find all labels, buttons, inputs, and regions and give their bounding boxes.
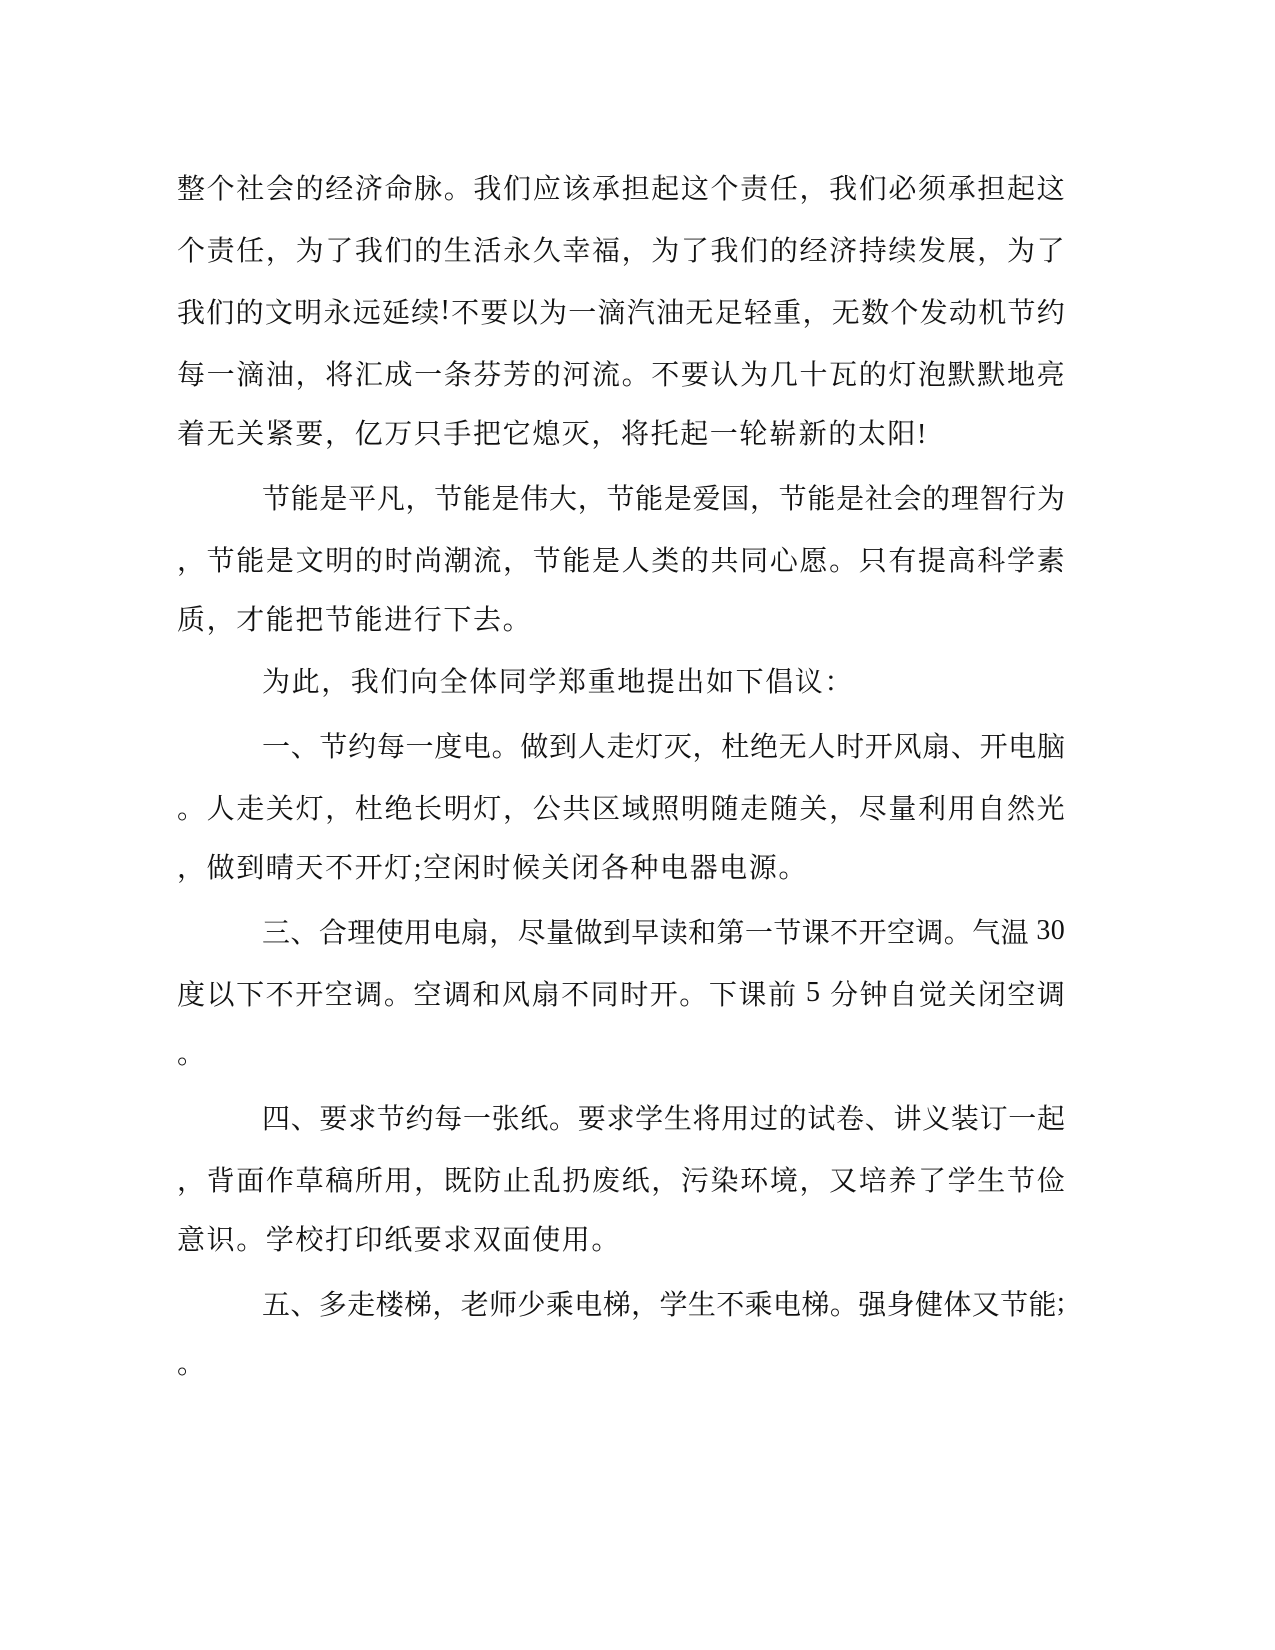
text-line: 一 、 节 约 每 一 度 电 。 做 到 人 走 灯 灭 ， 杜 绝 无 人 时 开 风 扇 、 开 电 脑: [262, 732, 1065, 763]
text-line: ，做到晴天不开灯;空闲时候关闭各种电器电源。: [177, 853, 808, 884]
text-line: 度 以 下 不 开 空 调 。 空 调 和 风 扇 不 同 时 开 。 下 课 前 5 分 钟 自 觉 关 闭 空 调: [177, 977, 1065, 1011]
text-line: 意识。学校打印纸要求双面使用。: [177, 1225, 622, 1256]
text-line: 。: [177, 1039, 207, 1070]
paragraph: [177, 714, 1065, 900]
text-line: 节 能 是 平 凡 ， 节 能 是 伟 大 ， 节 能 是 爱 国 ， 节 能 是 社 会 的 理 智 行 为: [262, 484, 1065, 515]
text-line: 我 们 的 文 明 永 远 延 续 ! 不 要 以 为 一 滴 汽 油 无 足 轻 重 ， 无 数 个 发 动 机 节 约: [177, 295, 1065, 329]
text-line: ， 节 能 是 文 明 的 时 尚 潮 流 ， 节 能 是 人 类 的 共 同 心 愿 。 只 有 提 高 科 学 素: [177, 546, 1065, 577]
text-line: 个 责 任 ， 为 了 我 们 的 生 活 永 久 幸 福 ， 为 了 我 们 的 经 济 持 续 发 展 ， 为 了: [177, 236, 1065, 267]
text-line: 为此，我们向全体同学郑重地提出如下倡议：: [262, 667, 855, 698]
document-body: [177, 156, 1065, 1396]
text-line: 整 个 社 会 的 经 济 命 脉 。 我 们 应 该 承 担 起 这 个 责 任 ， 我 们 必 须 承 担 起 这: [177, 174, 1065, 205]
paragraph: [177, 1086, 1065, 1272]
text-line: 每 一 滴 油 ， 将 汇 成 一 条 芬 芳 的 河 流 。 不 要 认 为 几 十 瓦 的 灯 泡 默 默 地 亮: [177, 360, 1065, 391]
text-line: 着无关紧要，亿万只手把它熄灭，将托起一轮崭新的太阳!: [177, 419, 928, 450]
text-line: ， 背 面 作 草 稿 所 用 ， 既 防 止 乱 扔 废 纸 ， 污 染 环 境 ， 又 培 养 了 学 生 节 俭: [177, 1166, 1065, 1197]
text-line: 五 、 多 走 楼 梯 ， 老 师 少 乘 电 梯 ， 学 生 不 乘 电 梯 。 强 身 健 体 又 节 能 ;: [262, 1287, 1065, 1321]
text-line: 三 、 合 理 使 用 电 扇 ， 尽 量 做 到 早 读 和 第 一 节 课 不 开 空 调 。 气 温 3 0: [262, 915, 1065, 949]
text-line: 。: [177, 1349, 207, 1380]
paragraph: [177, 156, 1065, 466]
text-line: 四 、 要 求 节 约 每 一 张 纸 。 要 求 学 生 将 用 过 的 试 卷 、 讲 义 装 订 一 起: [262, 1104, 1065, 1135]
paragraph: [177, 900, 1065, 1086]
paragraph: [177, 466, 1065, 652]
paragraph: [177, 1272, 1065, 1396]
text-line: 。 人 走 关 灯 ， 杜 绝 长 明 灯 ， 公 共 区 域 照 明 随 走 随 关 ， 尽 量 利 用 自 然 光: [177, 794, 1065, 825]
text-line: 质，才能把节能进行下去。: [177, 605, 533, 636]
paragraph: [177, 652, 1065, 714]
